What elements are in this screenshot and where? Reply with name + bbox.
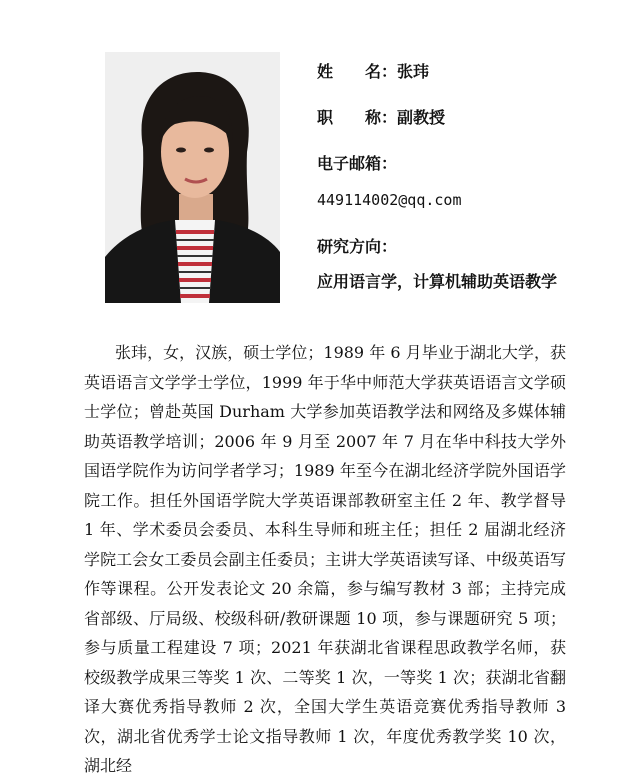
name-row bbox=[317, 62, 429, 82]
title-label: 职 称： bbox=[317, 108, 398, 127]
title-value: 副教授 bbox=[397, 108, 446, 127]
email-value: 449114002@qq.com bbox=[317, 191, 462, 209]
title-row bbox=[317, 108, 445, 128]
email-label: 电子邮箱： bbox=[317, 154, 398, 173]
name-label: 姓 名： bbox=[317, 62, 398, 81]
research-label: 研究方向： bbox=[317, 237, 398, 256]
name-value: 张玮 bbox=[397, 62, 430, 81]
research-value: 应用语言学，计算机辅助英语教学 bbox=[317, 272, 558, 291]
portrait-photo bbox=[105, 52, 280, 303]
biography-paragraph: 张玮，女，汉族，硕士学位；1989 年 6 月毕业于湖北大学，获英语语言文学学士学位，1999 年于华中师范大学获英语语言文学硕士学位；曾赴英国 Durham 大学参加英语教学法和网络及多媒体辅助英语教学培训；2006 年 9 月至 2007 年 7 月在华中科技大学外国语学院作为访问学者学习；1989 年至今在湖北经济学院外国语学院工作。担任外国语学院大学英语课部教研室主任 2 年、教学督导 1 年、学术委员会委员、本科生导师和班主任；担任 2 届湖北经济学院工会女工委员会副主任委员；主讲大学英语读写译、中级英语写作等课程。公开发表论文 20 余篇，参与编写教材 3 部；主持完成省部级、厅局级、校级科研/教研课题 10 项，参与课题研究 5 项；参与质量工程建设 7 项；2021 年获湖北省课程思政教学名师，获校级教学成果三等奖 1 次、二等奖 1 次，一等奖 1 次；获湖北省翻译大赛优秀指导教师 2 次，全国大学生英语竞赛优秀指导教师 3 次，湖北省优秀学士论文指导教师 1 次，年度优秀教学奖 10 次，湖北经 bbox=[84, 343, 566, 775]
portrait-illustration bbox=[105, 52, 280, 303]
